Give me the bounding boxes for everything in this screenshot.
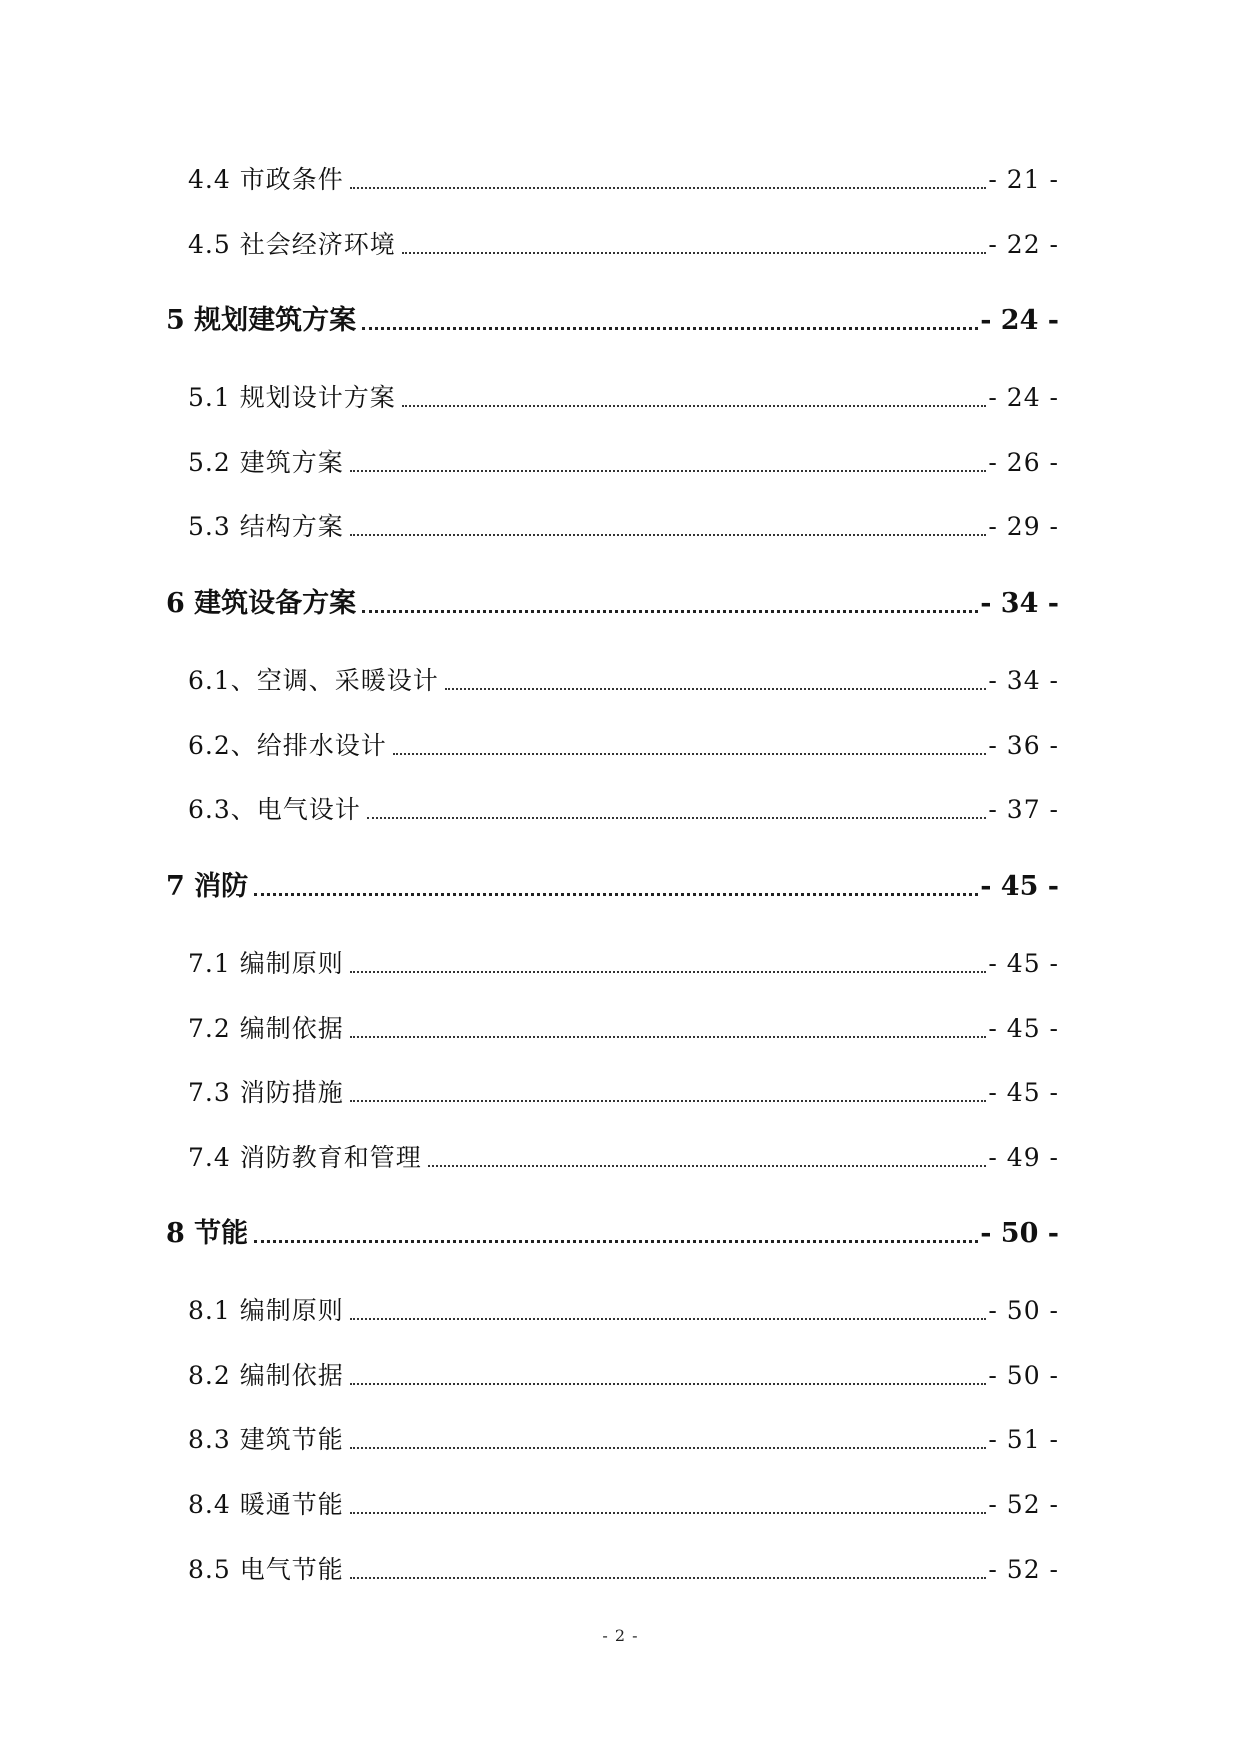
toc-entry-page: - 50 - (988, 1361, 1059, 1390)
toc-chapter-page: - 34 - (980, 588, 1059, 619)
toc-entry-page: - 22 - (988, 230, 1059, 259)
toc-entry-page: - 49 - (988, 1143, 1059, 1172)
toc-dot-leader (362, 306, 978, 336)
toc-entry-8-5[interactable] (188, 1550, 1059, 1590)
toc-chapter-label: 8 节能 (166, 1218, 249, 1249)
page-number-footer: - 2 - (602, 1626, 639, 1645)
toc-chapter-7[interactable] (166, 867, 1059, 907)
toc-entry-5-3[interactable] (188, 507, 1059, 547)
toc-dot-leader (254, 872, 978, 902)
toc-dot-leader (350, 165, 987, 195)
toc-entry-page: - 21 - (988, 165, 1059, 194)
toc-entry-7-3[interactable] (188, 1073, 1059, 1113)
toc-entry-page: - 34 - (988, 666, 1059, 695)
toc-entry-8-4[interactable] (188, 1485, 1059, 1525)
toc-entry-4-5[interactable] (188, 225, 1059, 265)
toc-entry-page: - 45 - (988, 949, 1059, 978)
toc-entry-label: 8.4 暖通节能 (188, 1490, 344, 1519)
toc-entry-page: - 50 - (988, 1296, 1059, 1325)
toc-entry-6-2[interactable] (188, 726, 1059, 766)
toc-entry-7-1[interactable] (188, 944, 1059, 984)
toc-dot-leader (350, 1296, 987, 1326)
toc-chapter-8[interactable] (166, 1214, 1059, 1254)
toc-entry-label: 4.4 市政条件 (188, 165, 344, 194)
toc-entry-page: - 45 - (988, 1014, 1059, 1043)
toc-chapter-5[interactable] (166, 301, 1059, 341)
toc-dot-leader (350, 1078, 987, 1108)
toc-entry-page: - 29 - (988, 512, 1059, 541)
toc-entry-5-1[interactable] (188, 378, 1059, 418)
toc-dot-leader (350, 1361, 987, 1391)
toc-entry-6-1[interactable] (188, 661, 1059, 701)
toc-entry-7-4[interactable] (188, 1138, 1059, 1178)
toc-dot-leader (350, 512, 987, 542)
toc-chapter-label: 6 建筑设备方案 (166, 588, 357, 619)
toc-entry-label: 6.1、空调、采暖设计 (188, 666, 439, 695)
toc-entry-label: 5.3 结构方案 (188, 512, 344, 541)
toc-entry-label: 8.2 编制依据 (188, 1361, 344, 1390)
toc-entry-label: 7.3 消防措施 (188, 1078, 344, 1107)
toc-entry-6-3[interactable] (188, 790, 1059, 830)
toc-dot-leader (350, 1425, 987, 1455)
toc-entry-label: 7.1 编制原则 (188, 949, 344, 978)
toc-entry-label: 8.5 电气节能 (188, 1555, 344, 1584)
toc-dot-leader (362, 589, 978, 619)
toc-chapter-label: 7 消防 (166, 871, 249, 902)
toc-entry-8-1[interactable] (188, 1291, 1059, 1331)
toc-entry-page: - 24 - (988, 383, 1059, 412)
toc-entry-8-3[interactable] (188, 1420, 1059, 1460)
toc-entry-page: - 36 - (988, 731, 1059, 760)
toc-entry-label: 7.4 消防教育和管理 (188, 1143, 422, 1172)
toc-chapter-6[interactable] (166, 584, 1059, 624)
toc-dot-leader (350, 1014, 987, 1044)
toc-entry-8-2[interactable] (188, 1356, 1059, 1396)
toc-entry-page: - 26 - (988, 448, 1059, 477)
toc-dot-leader (428, 1143, 987, 1173)
toc-entry-label: 5.2 建筑方案 (188, 448, 344, 477)
toc-dot-leader (402, 230, 987, 260)
toc-entry-label: 4.5 社会经济环境 (188, 230, 396, 259)
toc-entry-label: 6.2、给排水设计 (188, 731, 387, 760)
toc-dot-leader (393, 731, 987, 761)
toc-dot-leader (254, 1219, 978, 1249)
toc-entry-page: - 51 - (988, 1425, 1059, 1454)
toc-chapter-label: 5 规划建筑方案 (166, 305, 357, 336)
toc-dot-leader (367, 795, 987, 825)
toc-entry-label: 5.1 规划设计方案 (188, 383, 396, 412)
toc-chapter-page: - 24 - (980, 305, 1059, 336)
toc-entry-label: 6.3、电气设计 (188, 795, 361, 824)
toc-dot-leader (445, 666, 987, 696)
toc-chapter-page: - 50 - (980, 1218, 1059, 1249)
toc-dot-leader (350, 448, 987, 478)
toc-dot-leader (350, 1490, 987, 1520)
toc-entry-5-2[interactable] (188, 443, 1059, 483)
toc-entry-7-2[interactable] (188, 1009, 1059, 1049)
toc-dot-leader (402, 383, 987, 413)
toc-entry-page: - 37 - (988, 795, 1059, 824)
toc-dot-leader (350, 1555, 987, 1585)
toc-entry-label: 7.2 编制依据 (188, 1014, 344, 1043)
toc-entry-label: 8.1 编制原则 (188, 1296, 344, 1325)
toc-entry-page: - 52 - (988, 1555, 1059, 1584)
toc-entry-page: - 45 - (988, 1078, 1059, 1107)
toc-chapter-page: - 45 - (980, 871, 1059, 902)
toc-entry-4-4[interactable] (188, 160, 1059, 200)
toc-dot-leader (350, 949, 987, 979)
toc-entry-page: - 52 - (988, 1490, 1059, 1519)
toc-entry-label: 8.3 建筑节能 (188, 1425, 344, 1454)
